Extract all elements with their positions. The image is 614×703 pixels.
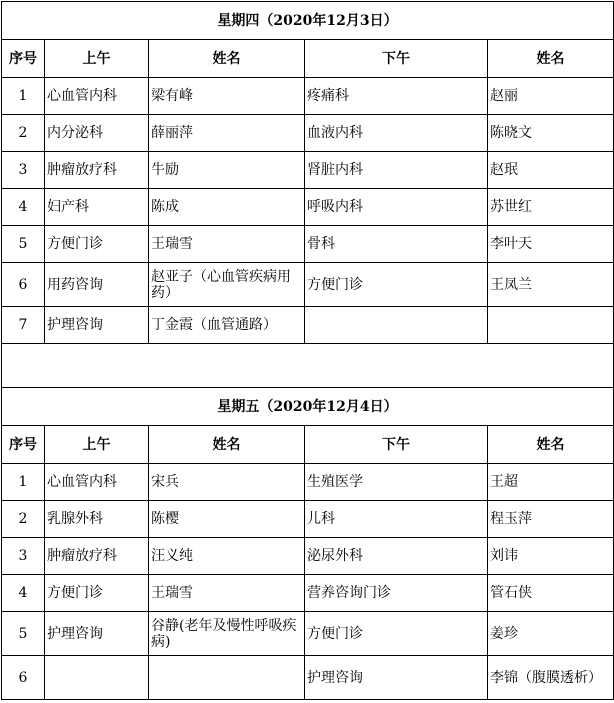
cell-index: 5 — [2, 226, 45, 263]
cell-pm-dept: 呼吸内科 — [305, 189, 488, 226]
cell-am-name: 赵亚子（心血管疾病用药） — [149, 263, 305, 307]
schedule-table — [1, 1, 614, 700]
cell-am-dept: 妇产科 — [45, 189, 149, 226]
cell-am-dept: 肿瘤放疗科 — [45, 538, 149, 575]
table-row — [2, 78, 614, 115]
header-row — [2, 40, 614, 78]
cell-index: 1 — [2, 464, 45, 501]
cell-pm-dept: 方便门诊 — [305, 263, 488, 307]
cell-pm-name: 姜珍 — [488, 612, 614, 656]
cell-pm-name: 李叶天 — [488, 226, 614, 263]
cell-am-name: 陈成 — [149, 189, 305, 226]
cell-pm-dept: 方便门诊 — [305, 612, 488, 656]
header-pm-name: 姓名 — [488, 426, 614, 464]
cell-am-dept: 内分泌科 — [45, 115, 149, 152]
table-row — [2, 115, 614, 152]
day-title: 星期四（2020年12月3日） — [2, 2, 614, 40]
spacer-row — [2, 344, 614, 388]
cell-index: 4 — [2, 189, 45, 226]
cell-am-dept: 护理咨询 — [45, 307, 149, 344]
cell-pm-name: 苏世红 — [488, 189, 614, 226]
cell-pm-name: 李锦（腹膜透析） — [488, 656, 614, 700]
header-pm: 下午 — [305, 426, 488, 464]
header-am-name: 姓名 — [149, 40, 305, 78]
cell-index: 3 — [2, 152, 45, 189]
day-title-row — [2, 388, 614, 426]
cell-pm-name: 王凤兰 — [488, 263, 614, 307]
cell-pm-dept: 疼痛科 — [305, 78, 488, 115]
table-row — [2, 152, 614, 189]
cell-am-dept: 用药咨询 — [45, 263, 149, 307]
cell-pm-name: 陈晓文 — [488, 115, 614, 152]
day-title: 星期五（2020年12月4日） — [2, 388, 614, 426]
header-index: 序号 — [2, 40, 45, 78]
spacer-cell — [2, 344, 614, 388]
table-row — [2, 575, 614, 612]
header-am: 上午 — [45, 40, 149, 78]
header-pm: 下午 — [305, 40, 488, 78]
cell-pm-dept: 护理咨询 — [305, 656, 488, 700]
table-row — [2, 263, 614, 307]
table-row — [2, 538, 614, 575]
cell-pm-name: 赵丽 — [488, 78, 614, 115]
cell-am-name: 王瑞雪 — [149, 575, 305, 612]
cell-index: 2 — [2, 115, 45, 152]
cell-index: 5 — [2, 612, 45, 656]
cell-index: 3 — [2, 538, 45, 575]
cell-pm-name — [488, 307, 614, 344]
cell-am-dept: 肿瘤放疗科 — [45, 152, 149, 189]
cell-am-name: 王瑞雪 — [149, 226, 305, 263]
cell-am-dept: 方便门诊 — [45, 575, 149, 612]
table-row — [2, 189, 614, 226]
cell-index: 4 — [2, 575, 45, 612]
cell-pm-name: 程玉萍 — [488, 501, 614, 538]
cell-am-dept: 护理咨询 — [45, 612, 149, 656]
cell-am-dept: 乳腺外科 — [45, 501, 149, 538]
table-row — [2, 501, 614, 538]
cell-am-name: 薛丽萍 — [149, 115, 305, 152]
table-row — [2, 226, 614, 263]
day-title-row — [2, 2, 614, 40]
cell-am-dept: 方便门诊 — [45, 226, 149, 263]
cell-index: 1 — [2, 78, 45, 115]
cell-am-name — [149, 656, 305, 700]
cell-am-name: 丁金霞（血管通路） — [149, 307, 305, 344]
header-row — [2, 426, 614, 464]
cell-am-dept: 心血管内科 — [45, 464, 149, 501]
cell-pm-dept: 泌尿外科 — [305, 538, 488, 575]
cell-pm-name: 管石侠 — [488, 575, 614, 612]
table-row — [2, 307, 614, 344]
cell-pm-dept — [305, 307, 488, 344]
cell-am-dept: 心血管内科 — [45, 78, 149, 115]
table-row — [2, 612, 614, 656]
cell-am-name: 陈樱 — [149, 501, 305, 538]
cell-am-dept — [45, 656, 149, 700]
cell-am-name: 梁有峰 — [149, 78, 305, 115]
table-row — [2, 464, 614, 501]
header-am-name: 姓名 — [149, 426, 305, 464]
cell-index: 6 — [2, 656, 45, 700]
cell-pm-dept: 儿科 — [305, 501, 488, 538]
cell-pm-name: 赵珉 — [488, 152, 614, 189]
cell-pm-dept: 血液内科 — [305, 115, 488, 152]
cell-pm-dept: 骨科 — [305, 226, 488, 263]
header-pm-name: 姓名 — [488, 40, 614, 78]
header-index: 序号 — [2, 426, 45, 464]
cell-pm-dept: 营养咨询门诊 — [305, 575, 488, 612]
cell-am-name: 宋兵 — [149, 464, 305, 501]
cell-pm-name: 刘讳 — [488, 538, 614, 575]
cell-pm-dept: 肾脏内科 — [305, 152, 488, 189]
cell-am-name: 牛励 — [149, 152, 305, 189]
cell-am-name: 汪义纯 — [149, 538, 305, 575]
cell-am-name: 谷静(老年及慢性呼吸疾病) — [149, 612, 305, 656]
cell-index: 6 — [2, 263, 45, 307]
table-row — [2, 656, 614, 700]
cell-pm-dept: 生殖医学 — [305, 464, 488, 501]
cell-pm-name: 王超 — [488, 464, 614, 501]
cell-index: 2 — [2, 501, 45, 538]
header-am: 上午 — [45, 426, 149, 464]
cell-index: 7 — [2, 307, 45, 344]
schedule-body — [2, 2, 614, 700]
